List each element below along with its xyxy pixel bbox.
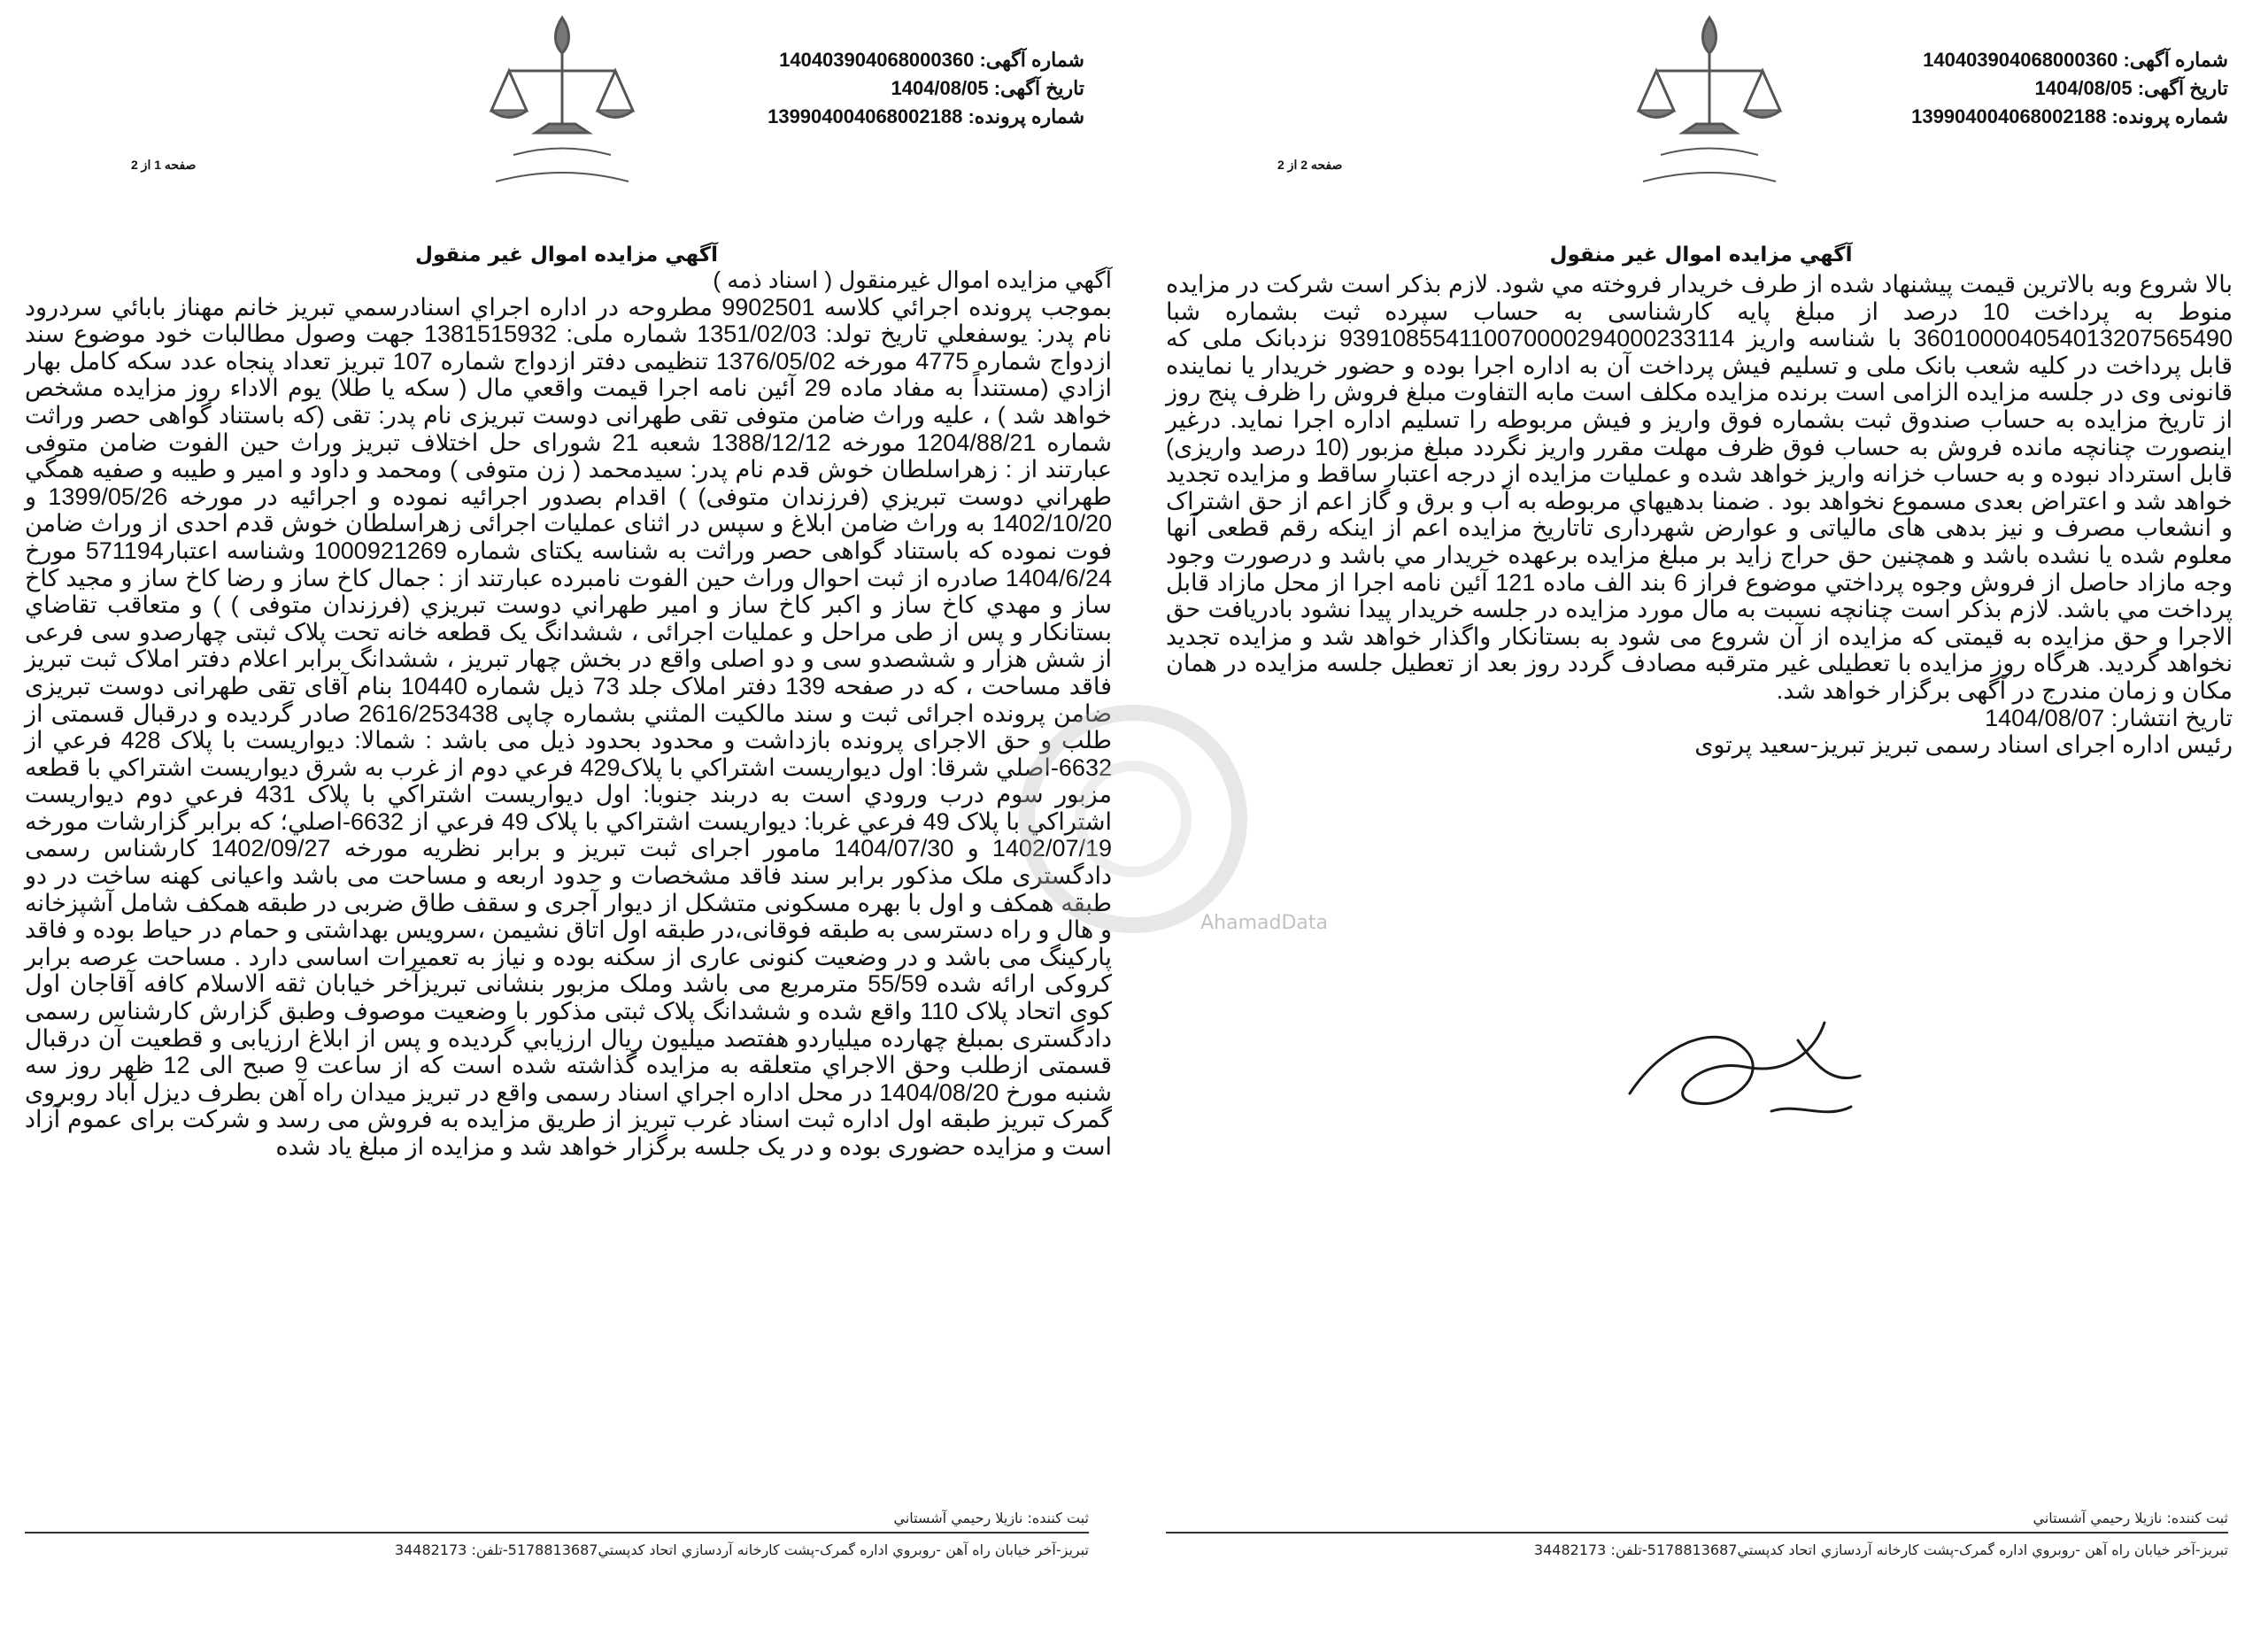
registrar: ثبت كننده: نازيلا رحيمي آشستاني [893, 1510, 1089, 1526]
page-number: صفحه 1 از 2 [131, 158, 197, 172]
notice-body [1166, 271, 2233, 759]
ad-number-line: شماره آگهی: 140403904068000360 [779, 49, 1084, 71]
ad-date-line: تاریخ آگهی: 1404/08/05 [891, 77, 1084, 99]
notice-title: آگهي مزايده اموال غير منقول [414, 243, 719, 267]
notice-title: آگهي مزايده اموال غير منقول [1549, 243, 1853, 267]
notice-body-text: بموجب پرونده اجرائي كلاسه 9902501 مطروحه در اداره اجراي اسنادرسمي تبريز خانم مهناز بابائي سردرود نام پدر: يوسفعلي تاريخ تولد: 1351/02/03 شماره ملی: 1381515932 جهت وصول مطالبات خود موضوع سند ازدواج شماره 4775 مورخه 1376/05/02 تنظيمی دفتر ازدواج شماره 107 تبريز تعداد پنجاه عدد سكه كامل بهار ازادي (مستنداً به مفاد ماده 29 آئين نامه اجرا قيمت واقعي مال ( سكه يا طلا) يوم الاداء روز مزايده مشخص خواهد شد ) ، عليه وراث ضامن متوفی تقی طهرانی دوست تبريزی نام پدر: تقی (كه باستناد گواهی حصر وراثت شماره 1204/88/21 مورخه 1388/12/12 شعبه 21 شورای حل اختلاف تبريز وراث حين الفوت ضامن متوفی عبارتند از : زهراسلطان خوش قدم نام پدر: سيدمحمد ( زن متوفی ) ومحمد و داود و امير و طيبه و صفيه همگي طهراني دوست تبريزي (فرزندان متوفی) ) اقدام بصدور اجرائيه نموده و اجرائيه در مورخه 1399/05/26 و 1402/10/20 به وراث ضامن ابلاغ و سپس در اثنای عمليات اجرائی زهراسلطان خوش قدم احدی از وراث ضامن فوت نموده كه باستناد گواهی حصر وراثت به شناسه يكتای شماره 1000921269 وشناسه اعتبار571194 مورخ 1404/6/24 صادره از ثبت احوال وراث حين الفوت نامبرده عبارتند از : جمال كاخ ساز و رضا كاخ ساز و مجيد كاخ ساز و مهدي كاخ ساز و اكبر كاخ ساز و امير طهراني دوست تبريزي (فرزندان متوفی ) ) و متعاقب تقاضاي بستانكار و پس از طی مراحل و عمليات اجرائی ، ششدانگ يک قطعه خانه تحت پلاک ثبتی چهارصدو سی فرعی از شش هزار و ششصدو سی و دو اصلی واقع در بخش چهار تبريز ، ششدانگ برابر اعلام دفتر املاک ثبت تبريز فاقد مساحت ، كه در صفحه 139 دفتر املاک جلد 73 ذيل شماره 10440 بنام آقای تقی طهرانی دوست تبريزی ضامن پرونده اجرائی ثبت و سند مالكيت المثني بشماره چاپی 2616/253438 صادر گرديده و درقبال قسمتی از طلب و حق الاجرای پرونده بازداشت و محدود بحدود ذيل می باشد : شمالا: ديواريست با پلاک 428 فرعي از 6632-اصلي شرقا: اول ديواريست اشتراكي با پلاک429 فرعي دوم از غرب به شرق ديواريست اشتراكي با قطعه مزبور سوم درب ورودي است به دربند جنوبا: اول ديواريست اشتراكي با پلاک 431 فرعي دوم ديواريست اشتراكي با پلاک 49 فرعي غربا: ديواريست اشتراكي با پلاک 49 فرعي از 6632-اصلي؛ كه برابر گزارشات مورخه 1402/07/19 و 1404/07/30 مامور اجرای ثبت تبريز و برابر نظريه مورخه 1402/09/27 كارشناس رسمی دادگستری ملک مذكور برابر سند فاقد مشخصات و حدود اربعه و مساحت می باشد واعيانی كهنه ساخت در دو طبقه همكف و اول با بهره مسكونی متشكل از ديوار آجری و سقف طاق ضربی در طبقه همكف شامل آشپزخانه و هال و راه دسترسی به طبقه فوقانی،در طبقه اول اتاق نشيمن ،سرويس بهداشتی و حمام در حياط بوده و فاقد پاركينگ می باشد و در وضعيت كنونی عاری از سكنه بوده و نياز به تعميرات اساسی دارد . مساحت عرصه برابر كروكی ارائه شده 55/59 مترمربع می باشد وملک مزبور بنشانی تبريزآخر خيابان ثقه الاسلام كافه آقاجان اول كوی اتحاد پلاک 110 واقع شده و ششدانگ پلاک ثبتی مذكور با وضعيت موصوف وطبق گزارش كارشناس رسمی دادگستری بمبلغ چهارده ميلياردو هفتصد ميليون ريال ارزيابي گرديده و پس از ابلاغ ارزيابی و قطعيت آن درقبال قسمتی ازطلب وحق الاجراي متعلقه به مزايده گذاشته شده است كه از ساعت 9 صبح الی 12 ظهر روز سه شنبه مورخ 1404/08/20 در محل اداره اجراي اسناد رسمی واقع در تبريز ميدان راه آهن بطرف ديزل آباد روبروی گمرک تبريز طبقه اول اداره ثبت اسناد غرب تبريز از طريق مزايده به فروش می رسد و شركت برای عموم آزاد است و مزايده حضوری بوده و در يک جلسه برگزار خواهد شد و مزايده از مبلغ ياد شده [25, 293, 1113, 1160]
ad-number: 140403904068000360 [1923, 49, 2118, 71]
signatory: رئيس اداره اجرای اسناد رسمی تبريز تبريز-سعيد پرتوی [1694, 731, 2233, 759]
notice-body-text: بالا شروع وبه بالاترين قيمت پيشنهاد شده از طرف خريدار فروخته مي شود. لازم بذكر است شركت در مزايده منوط به پرداخت 10 درصد از مبلغ پايه كارشناسی به حساب سپرده ثبت بشماره شبا 360100004054013207565490 با شناسه واريز 939108554110070000294000233114 نزدبانک ملی كه قابل پرداخت در كليه شعب بانک ملی و تسليم فيش پرداخت آن به اداره اجرا بوده و حضور خريدار يا نماينده قانونی وی در جلسه مزايده الزامی است برنده مزايده مكلف است مابه التفاوت مبلغ فروش را ظرف پنج روز از تاريخ مزايده به حساب صندوق ثبت بشماره فوق واريز و فيش مربوطه را تسليم اداره اجرا نمايد. درغير اينصورت چنانچه مانده فروش به حساب فوق ظرف مهلت مقرر واريز نگردد مبلغ مزبور (10 درصد واريزی) قابل استرداد نبوده و به حساب خزانه واريز خواهد شده و عمليات مزايده از درجه اعتبار ساقط و مزايده تجديد خواهد شد و اعتراض بعدی مسموع نخواهد بود . ضمنا بدهيهاي مربوطه به آب و برق و گاز اعم از حق اشتراک و انشعاب مصرف و نيز بدهی های مالياتی و عوارض شهرداری تاتاريخ مزايده اعم از اينكه رقم قطعی آنها معلوم شده يا نشده باشد و همچنين حق حراج زايد بر مبلغ مزايده برعهده خريدار مي باشد و درصورت وجود وجه مازاد حاصل از فروش وجوه پرداختي موضوع فراز 6 بند الف ماده 121 آئين نامه اجرا از محل مازاد قابل پرداخت مي باشد. لازم بذكر است چنانچه نسبت به مال مورد مزايده در جلسه خريدار پيدا نشود بادريافت حق الاجرا و حق مزايده به قيمتی كه مزايده از آن شروع می شود به بستانكار واگذار خواهد شد و مزايده تجديد نخواهد گرديد. هرگاه روز مزايده با تعطيلی غير مترقبه مصادف گردد روز بعد از تعطيل جلسه مزايده در همان مكان و زمان مندرج در آگهی برگزار خواهد شد. [1166, 271, 2233, 704]
ad-meta-block [768, 46, 1084, 131]
page-2 [1134, 0, 2268, 1630]
judiciary-emblem-icon [1608, 0, 1811, 204]
signature-icon [1594, 987, 1895, 1138]
publish-date: تاريخ انتشار: 1404/08/07 [1985, 704, 2233, 731]
office-address: تبريز-آخر خيابان راه آهن -روبروي اداره گمرک-پشت كارخانه آردسازي اتحاد كدپستي5178813687-تلفن: 34482173 [394, 1541, 1089, 1558]
office-address: تبريز-آخر خيابان راه آهن -روبروي اداره گمرک-پشت كارخانه آردسازي اتحاد كدپستي5178813687-تلفن: 34482173 [1533, 1541, 2228, 1558]
page-number: صفحه 2 از 2 [1277, 158, 1343, 172]
ad-number: 140403904068000360 [779, 49, 975, 71]
notice-subtitle: آگهي مزايده اموال غيرمنقول ( اسناد ذمه ) [713, 267, 1112, 293]
watermark-text: AhamadData [1200, 912, 1328, 934]
case-number-line: شماره پرونده: 139904004068002188 [768, 105, 1084, 127]
judiciary-emblem-icon [460, 0, 664, 204]
case-number: 139904004068002188 [1911, 105, 2107, 127]
ad-meta-block [1911, 46, 2228, 131]
ad-number-line: شماره آگهی: 140403904068000360 [1923, 49, 2228, 71]
footer-divider [25, 1532, 1089, 1533]
footer-divider [1166, 1532, 2228, 1533]
ad-date: 1404/08/05 [2034, 77, 2133, 99]
ad-date: 1404/08/05 [891, 77, 989, 99]
ad-date-line: تاریخ آگهی: 1404/08/05 [2034, 77, 2228, 99]
case-number: 139904004068002188 [768, 105, 963, 127]
registrar: ثبت كننده: نازيلا رحيمي آشستاني [2033, 1510, 2228, 1526]
case-number-line: شماره پرونده: 139904004068002188 [1911, 105, 2228, 127]
